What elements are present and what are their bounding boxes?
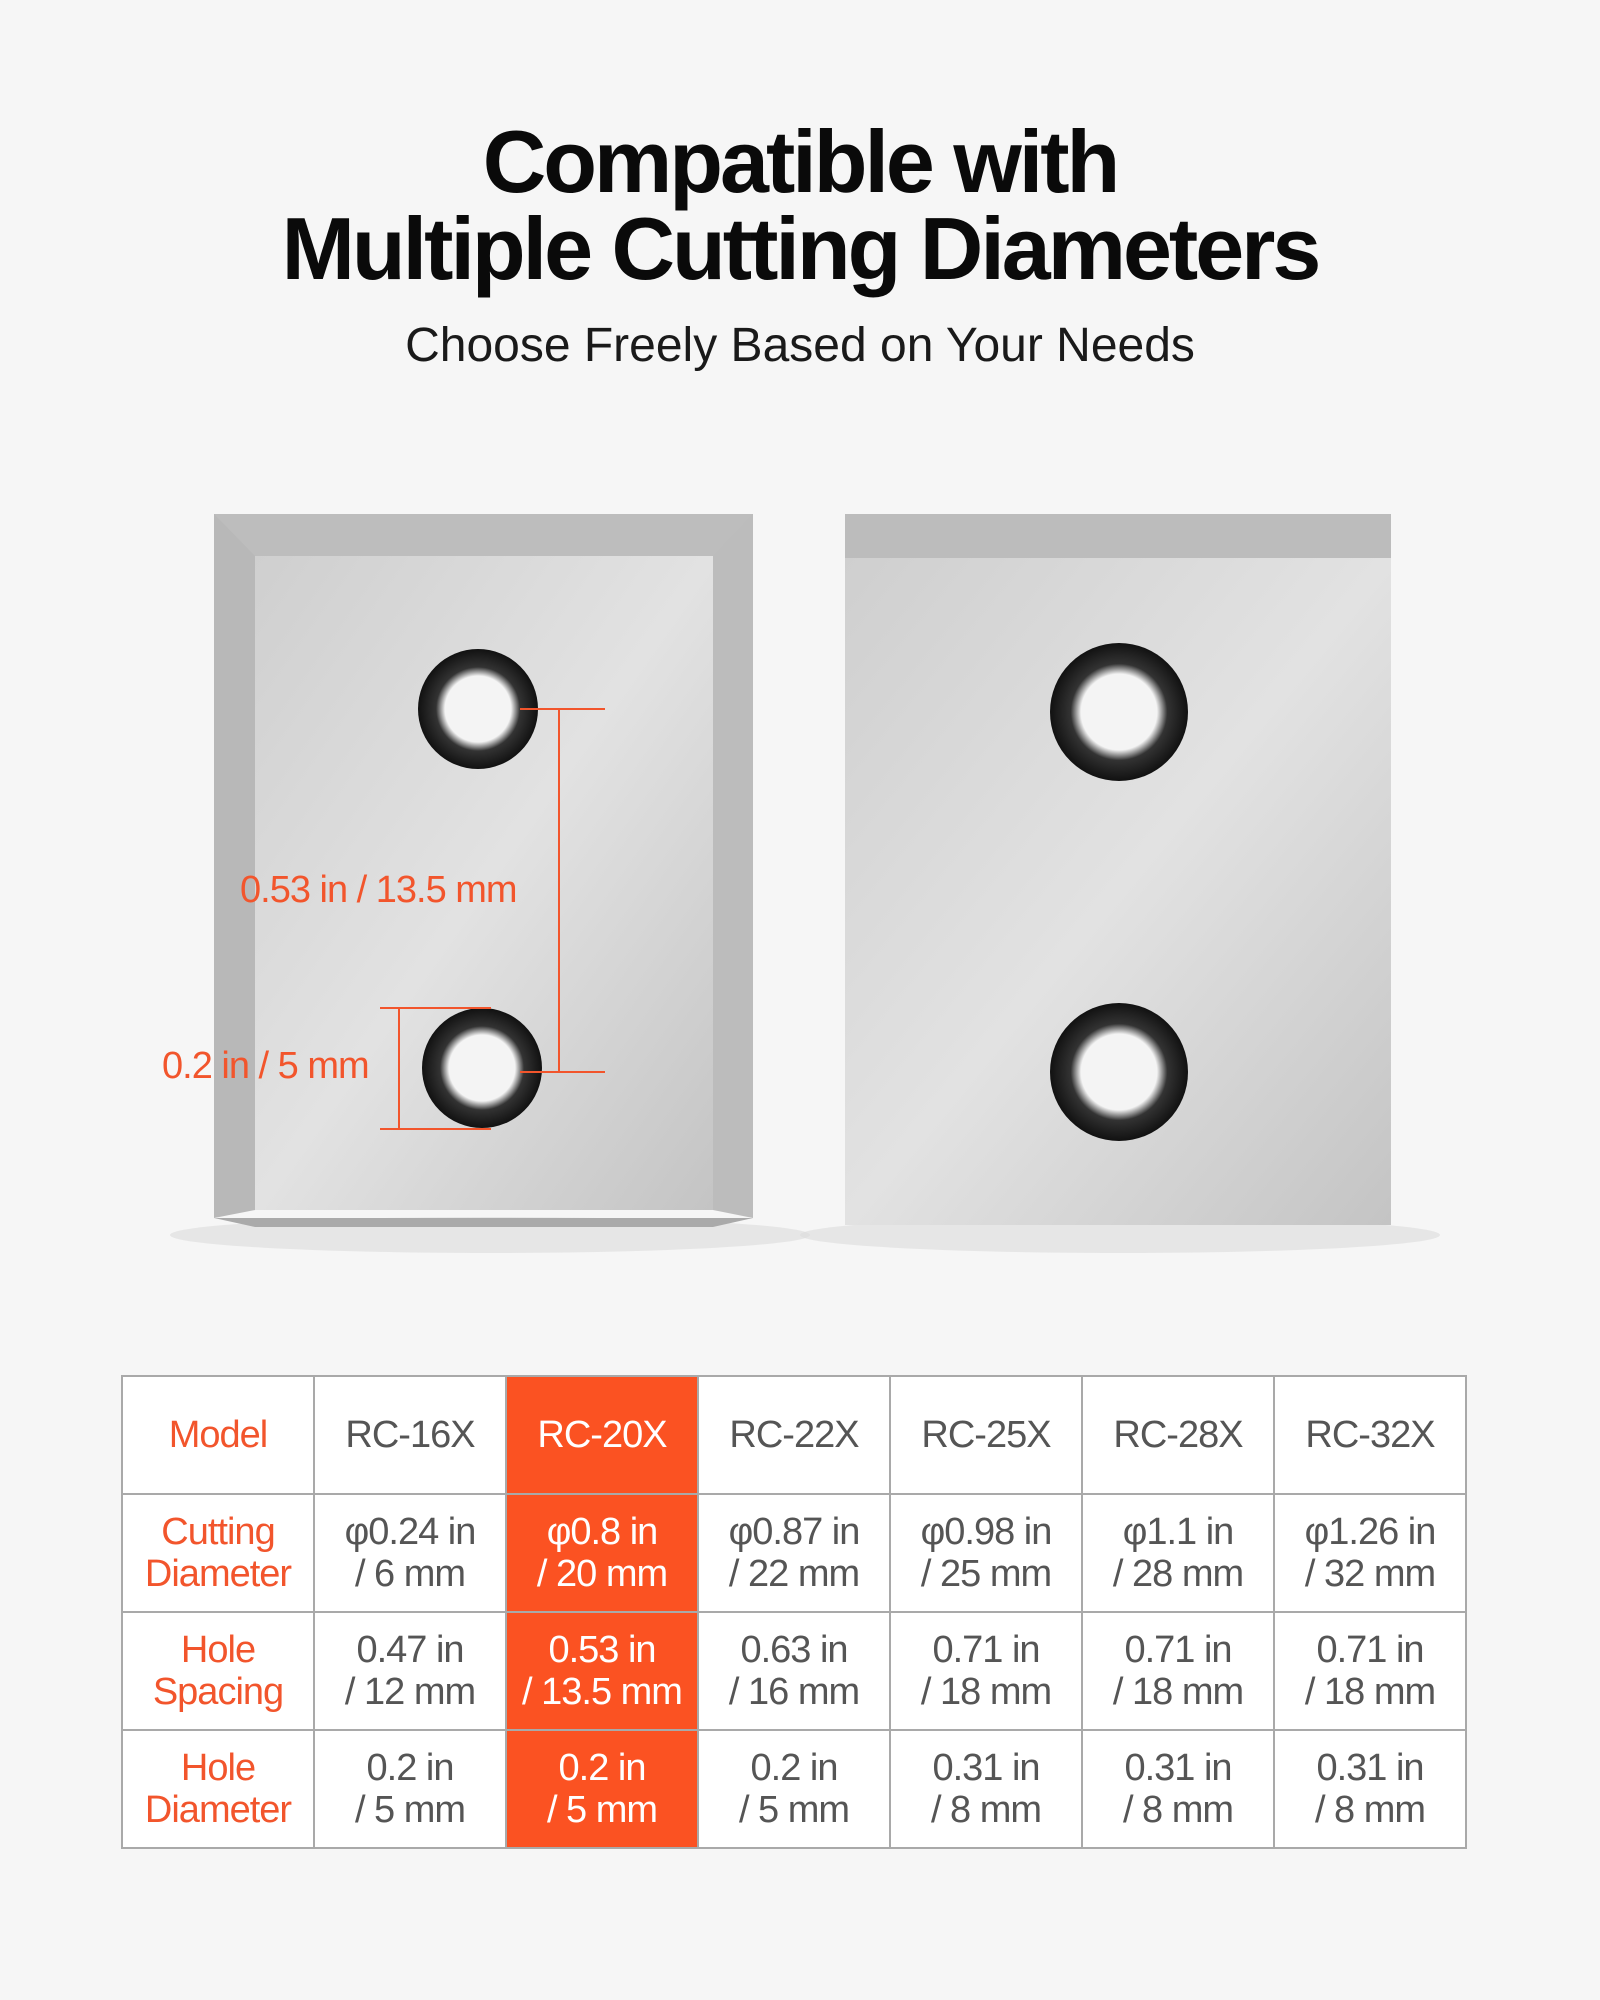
spec-table bbox=[121, 1375, 1467, 1849]
value-mm: / 28 mm bbox=[1112, 1553, 1244, 1595]
cell-model: RC-28X bbox=[1082, 1376, 1274, 1494]
value-in: φ1.1 in bbox=[1122, 1511, 1234, 1553]
cell bbox=[314, 1612, 506, 1730]
cell bbox=[1082, 1730, 1274, 1848]
cell-model-highlighted: RC-20X bbox=[506, 1376, 698, 1494]
value-in: φ1.26 in bbox=[1304, 1511, 1436, 1553]
cell bbox=[890, 1612, 1082, 1730]
value-in: 0.2 in bbox=[750, 1747, 838, 1789]
row-label: Model bbox=[122, 1376, 314, 1494]
cell bbox=[506, 1730, 698, 1848]
hole-bottom bbox=[422, 1008, 542, 1128]
table-row-model bbox=[122, 1376, 1466, 1494]
value-mm: / 8 mm bbox=[930, 1789, 1042, 1831]
value-in: 0.63 in bbox=[740, 1629, 848, 1671]
label-line: Hole bbox=[180, 1747, 256, 1789]
value-in: 0.71 in bbox=[1124, 1629, 1232, 1671]
value-in: φ0.8 in bbox=[546, 1511, 658, 1553]
cell-model: RC-25X bbox=[890, 1376, 1082, 1494]
cell bbox=[506, 1494, 698, 1612]
subtitle: Choose Freely Based on Your Needs bbox=[405, 319, 1195, 372]
hole-diameter-annotation: 0.2 in / 5 mm bbox=[162, 1045, 369, 1087]
value-mm: / 12 mm bbox=[344, 1671, 476, 1713]
label-line: Spacing bbox=[152, 1671, 284, 1713]
cell-model: RC-16X bbox=[314, 1376, 506, 1494]
value-in: 0.53 in bbox=[548, 1629, 656, 1671]
cell bbox=[698, 1612, 890, 1730]
row-label bbox=[122, 1612, 314, 1730]
value-mm: / 6 mm bbox=[354, 1553, 466, 1595]
table-row-hole-spacing bbox=[122, 1612, 1466, 1730]
value-in: 0.31 in bbox=[932, 1747, 1040, 1789]
table-row-cutting-diameter bbox=[122, 1494, 1466, 1612]
cell bbox=[314, 1730, 506, 1848]
row-label bbox=[122, 1730, 314, 1848]
value-mm: / 5 mm bbox=[354, 1789, 466, 1831]
label-line: Cutting bbox=[161, 1511, 275, 1553]
value-in: 0.71 in bbox=[1316, 1629, 1424, 1671]
label-line: Hole bbox=[180, 1629, 256, 1671]
value-in: 0.2 in bbox=[366, 1747, 454, 1789]
hole-spacing-annotation: 0.53 in / 13.5 mm bbox=[240, 869, 517, 911]
value-in: 0.71 in bbox=[932, 1629, 1040, 1671]
value-mm: / 32 mm bbox=[1304, 1553, 1436, 1595]
value-in: φ0.87 in bbox=[728, 1511, 860, 1553]
title-line-2: Multiple Cutting Diameters bbox=[281, 199, 1319, 298]
cell bbox=[698, 1494, 890, 1612]
value-in: 0.31 in bbox=[1124, 1747, 1232, 1789]
value-in: φ0.24 in bbox=[344, 1511, 476, 1553]
label-line: Diameter bbox=[144, 1553, 292, 1595]
label-line: Diameter bbox=[144, 1789, 292, 1831]
cell-model: RC-22X bbox=[698, 1376, 890, 1494]
value-mm: / 8 mm bbox=[1122, 1789, 1234, 1831]
cell bbox=[1274, 1612, 1466, 1730]
row-label bbox=[122, 1494, 314, 1612]
value-mm: / 8 mm bbox=[1314, 1789, 1426, 1831]
value-in: 0.47 in bbox=[356, 1629, 464, 1671]
value-mm: / 18 mm bbox=[1112, 1671, 1244, 1713]
value-mm: / 22 mm bbox=[728, 1553, 860, 1595]
cell bbox=[1274, 1730, 1466, 1848]
value-mm: / 18 mm bbox=[1304, 1671, 1436, 1713]
value-in: φ0.98 in bbox=[920, 1511, 1052, 1553]
value-in: 0.2 in bbox=[558, 1747, 646, 1789]
cell bbox=[890, 1494, 1082, 1612]
cell bbox=[698, 1730, 890, 1848]
value-mm: / 5 mm bbox=[546, 1789, 658, 1831]
cell bbox=[314, 1494, 506, 1612]
value-mm: / 18 mm bbox=[920, 1671, 1052, 1713]
value-mm: / 13.5 mm bbox=[522, 1671, 682, 1713]
right-blade bbox=[845, 514, 1391, 1225]
value-mm: / 25 mm bbox=[920, 1553, 1052, 1595]
cell bbox=[1082, 1612, 1274, 1730]
value-mm: / 5 mm bbox=[738, 1789, 850, 1831]
cell bbox=[1274, 1494, 1466, 1612]
cell bbox=[1082, 1494, 1274, 1612]
cell-model: RC-32X bbox=[1274, 1376, 1466, 1494]
value-in: 0.31 in bbox=[1316, 1747, 1424, 1789]
value-mm: / 20 mm bbox=[536, 1553, 668, 1595]
table-row-hole-diameter bbox=[122, 1730, 1466, 1848]
value-mm: / 16 mm bbox=[728, 1671, 860, 1713]
cell bbox=[890, 1730, 1082, 1848]
title-line-1: Compatible with bbox=[482, 112, 1118, 211]
cell bbox=[506, 1612, 698, 1730]
